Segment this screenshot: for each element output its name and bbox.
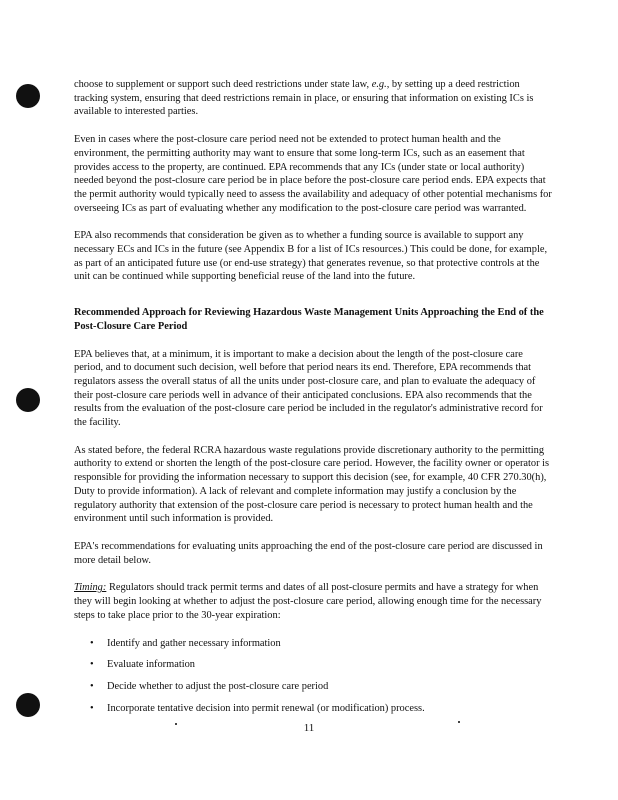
list-item: • Identify and gather necessary information — [74, 637, 552, 651]
eg-abbrev: e.g. — [371, 79, 387, 90]
punch-hole-middle — [16, 388, 40, 412]
paragraph-recommendations: EPA's recommendations for evaluating units approaching the end of the post-closure care period are discussed in more detail below. — [74, 540, 543, 566]
page-number: 11 — [303, 722, 315, 734]
punch-hole-bottom — [16, 693, 40, 717]
timing-steps-list — [74, 637, 552, 716]
paragraph-timing: Timing: Regulators should track permit terms and dates of all post-closure permits and have a strategy for when they will begin looking at whether to adjust the post-closure care period, allowing enough time for the necessary steps to take place prior to the 30-year expiration: — [74, 582, 542, 621]
list-item: • Decide whether to adjust the post-closure care period — [74, 680, 552, 694]
paragraph-funding: EPA also recommends that consideration be given as to whether a funding source is available to support any necessary ECs and ICs in the future (see Appendix B for a list of ICs resources.) This could be done, for example, as part of an anticipated future use (or end-use strategy) that generates revenue, so that protective controls at the unit can be continued while supporting beneficial reuse of the land into the future. — [74, 230, 548, 283]
section-heading: Recommended Approach for Reviewing Hazardous Waste Management Units Approaching the End of the Post-Closure Care Period — [74, 307, 544, 332]
punch-hole-top — [16, 84, 40, 108]
paragraph-deed-restrictions: choose to supplement or support such deed restrictions under state law, e.g., by setting up a deed restriction tracking system, ensuring that deed restrictions remain in place, or ensuring that information on existing ICs is available to interested parties. — [74, 79, 534, 118]
list-item: • Incorporate tentative decision into permit renewal (or modification) process. — [74, 702, 552, 716]
list-item: • Evaluate information — [74, 658, 552, 672]
paragraph-discretionary-authority: As stated before, the federal RCRA hazardous waste regulations provide discretionary authority to the permitting authority to extend or shorten the length of the post-closure care period. However, the facility owner or operator is responsible for providing the information necessary to support this decision (see, for example, 40 CFR 270.30(h), Duty to provide information). A lack of relevant and complete information may justify a conclusion by the regulatory authority that extension of the post-closure care period is necessary to protect human health and the environment until such information is provided. — [74, 444, 550, 525]
paragraph-minimum-decision: EPA believes that, at a minimum, it is important to make a decision about the length of the post-closure care period, and to document such decision, well before that period nears its end. Therefore, EPA recommends that regulators assess the overall status of all the units under post-closure care, and plan to evaluate the adequacy of their post-closure care periods well in advance of their anticipated conclusions. EPA also recommends that the results from the evaluation of the post-closure care period be included in the regulator's administrative record for the facility. — [74, 348, 543, 429]
paragraph-long-term-ics: Even in cases where the post-closure care period need not be extended to protect human health and the environment, the permitting authority may want to ensure that some long-term ICs, such as an easement that provides access to the property, are continued. EPA recommends that any ICs (under state or local authority) needed beyond the post-closure care period be in place before the post-closure care period ends. EPA expects that the permit authority would typically need to assess the availability and adequacy of other potential mechanisms for overseeing ICs as part of evaluating whether any modification to the post-closure care period was warranted. — [74, 134, 552, 214]
timing-label: Timing: — [74, 582, 107, 594]
body-text — [74, 78, 552, 723]
